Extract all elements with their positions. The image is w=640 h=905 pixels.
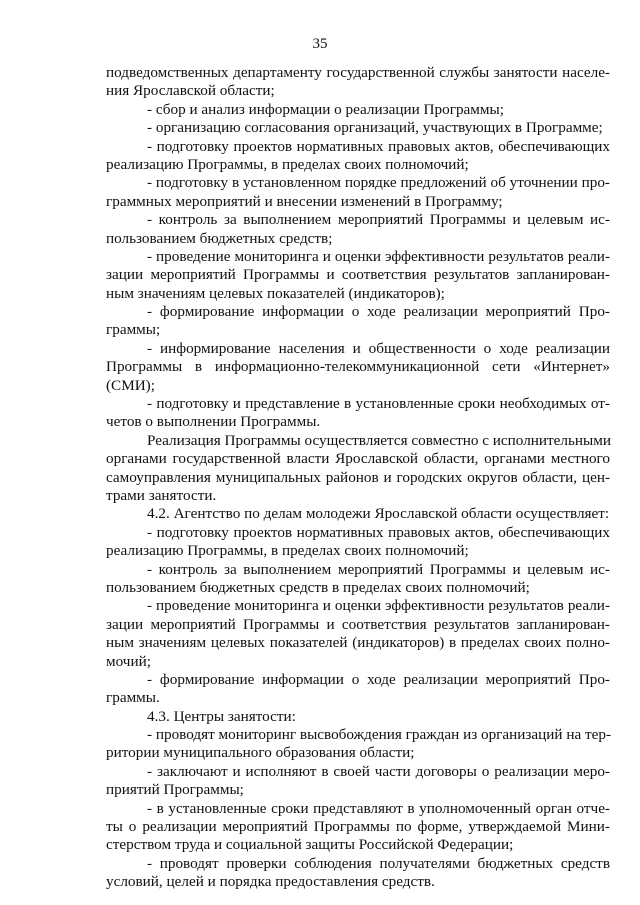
text-line: - проводят мониторинг высвобождения граждан из организаций на тер- (147, 726, 612, 744)
text-line: граммы. (106, 689, 160, 707)
text-line: - заключают и исполняют в своей части договоры о реализации меро- (147, 762, 610, 780)
paragraph (106, 800, 610, 855)
paragraph (106, 671, 610, 708)
text-line: - в установленные сроки представляют в уполномоченный орган отче- (147, 799, 610, 817)
text-line: подведомственных департаменту государственной службы занятости населе- (106, 64, 610, 81)
text-line: - подготовку в установленном порядке предложений об уточнении про- (147, 174, 610, 192)
text-line: органами государственной власти Ярославской области, органами местного (106, 450, 610, 468)
text-line: граммы; (106, 321, 161, 339)
text-line: - контроль за выполнением мероприятий Программы и целевым ис- (147, 560, 610, 578)
document-body (106, 64, 610, 892)
paragraph (106, 138, 610, 175)
paragraph (106, 395, 610, 432)
text-line: стерством труда и социальной защиты Российской Федерации; (106, 836, 514, 854)
text-line: четов о выполнении Программы. (106, 413, 321, 431)
text-line: ты о реализации мероприятий Программы по форме, утверждаемой Мини- (106, 818, 610, 836)
paragraph (106, 174, 610, 211)
text-line: - сбор и анализ информации о реализации Программы; (147, 100, 504, 118)
text-line: (СМИ); (106, 376, 155, 394)
paragraph (106, 119, 610, 137)
text-line: зации мероприятий Программы и соответствия результатов запланирован- (106, 615, 610, 633)
text-line: - формирование информации о ходе реализации мероприятий Про- (147, 303, 610, 321)
paragraph (106, 597, 610, 671)
paragraph (106, 432, 610, 506)
paragraph (106, 303, 610, 340)
paragraph (106, 855, 610, 892)
text-line: 4.2. Агентство по делам молодежи Ярославской области осуществляет: (147, 505, 610, 523)
paragraph (106, 340, 610, 395)
text-line: - подготовку проектов нормативных правовых актов, обеспечивающих (147, 523, 610, 541)
text-line: условий, целей и порядка предоставления средств. (106, 873, 435, 891)
text-line: ным значениям целевых показателей (индикаторов) в пределах своих полно- (106, 634, 610, 652)
paragraph (106, 763, 610, 800)
text-line: пользованием бюджетных средств; (106, 229, 333, 247)
text-line: 4.3. Центры занятости: (147, 707, 296, 725)
text-line: - информирование населения и общественности о ходе реализации (147, 339, 610, 357)
text-line: - контроль за выполнением мероприятий Программы и целевым ис- (147, 211, 610, 229)
text-line: зации мероприятий Программы и соответствия результатов запланирован- (106, 266, 610, 284)
paragraph (106, 524, 610, 561)
text-line: - проведение мониторинга и оценки эффективности результатов реали- (147, 597, 610, 615)
paragraph (106, 101, 610, 119)
text-line: ным значениям целевых показателей (индикаторов); (106, 284, 445, 302)
paragraph (106, 726, 610, 763)
paragraph (106, 211, 610, 248)
text-line: ния Ярославской области; (106, 82, 275, 100)
text-line: пользованием бюджетных средств в пределах своих полномочий; (106, 578, 530, 596)
text-line: реализацию Программы, в пределах своих полномочий; (106, 155, 469, 173)
text-line: Программы в информационно-телекоммуникационной сети «Интернет» (106, 358, 610, 376)
text-line: трами занятости. (106, 486, 217, 504)
paragraph (106, 248, 610, 303)
text-line: - подготовку проектов нормативных правовых актов, обеспечивающих (147, 137, 610, 155)
text-line: граммных мероприятий и внесении изменений в Программу; (106, 192, 503, 210)
text-line: - организацию согласования организаций, участвующих в Программе; (147, 119, 603, 137)
text-line: - проведение мониторинга и оценки эффективности результатов реали- (147, 247, 610, 265)
text-line: приятий Программы; (106, 781, 244, 799)
page-number: 35 (312, 36, 328, 52)
paragraph (106, 561, 610, 598)
text-line: - формирование информации о ходе реализации мероприятий Про- (147, 670, 610, 688)
text-line: ритории муниципального образования области; (106, 744, 415, 762)
text-line: Реализация Программы осуществляется совместно с исполнительными (147, 431, 611, 449)
paragraph (106, 708, 610, 726)
text-line: - проводят проверки соблюдения получателями бюджетных средств (147, 854, 610, 872)
paragraph (106, 505, 610, 523)
text-line: реализацию Программы, в пределах своих полномочий; (106, 542, 469, 560)
text-line: мочий; (106, 652, 151, 670)
text-line: самоуправления муниципальных районов и городских округов области, цен- (106, 468, 610, 486)
paragraph (106, 64, 610, 101)
text-line: - подготовку и представление в установленные сроки необходимых от- (147, 395, 610, 413)
